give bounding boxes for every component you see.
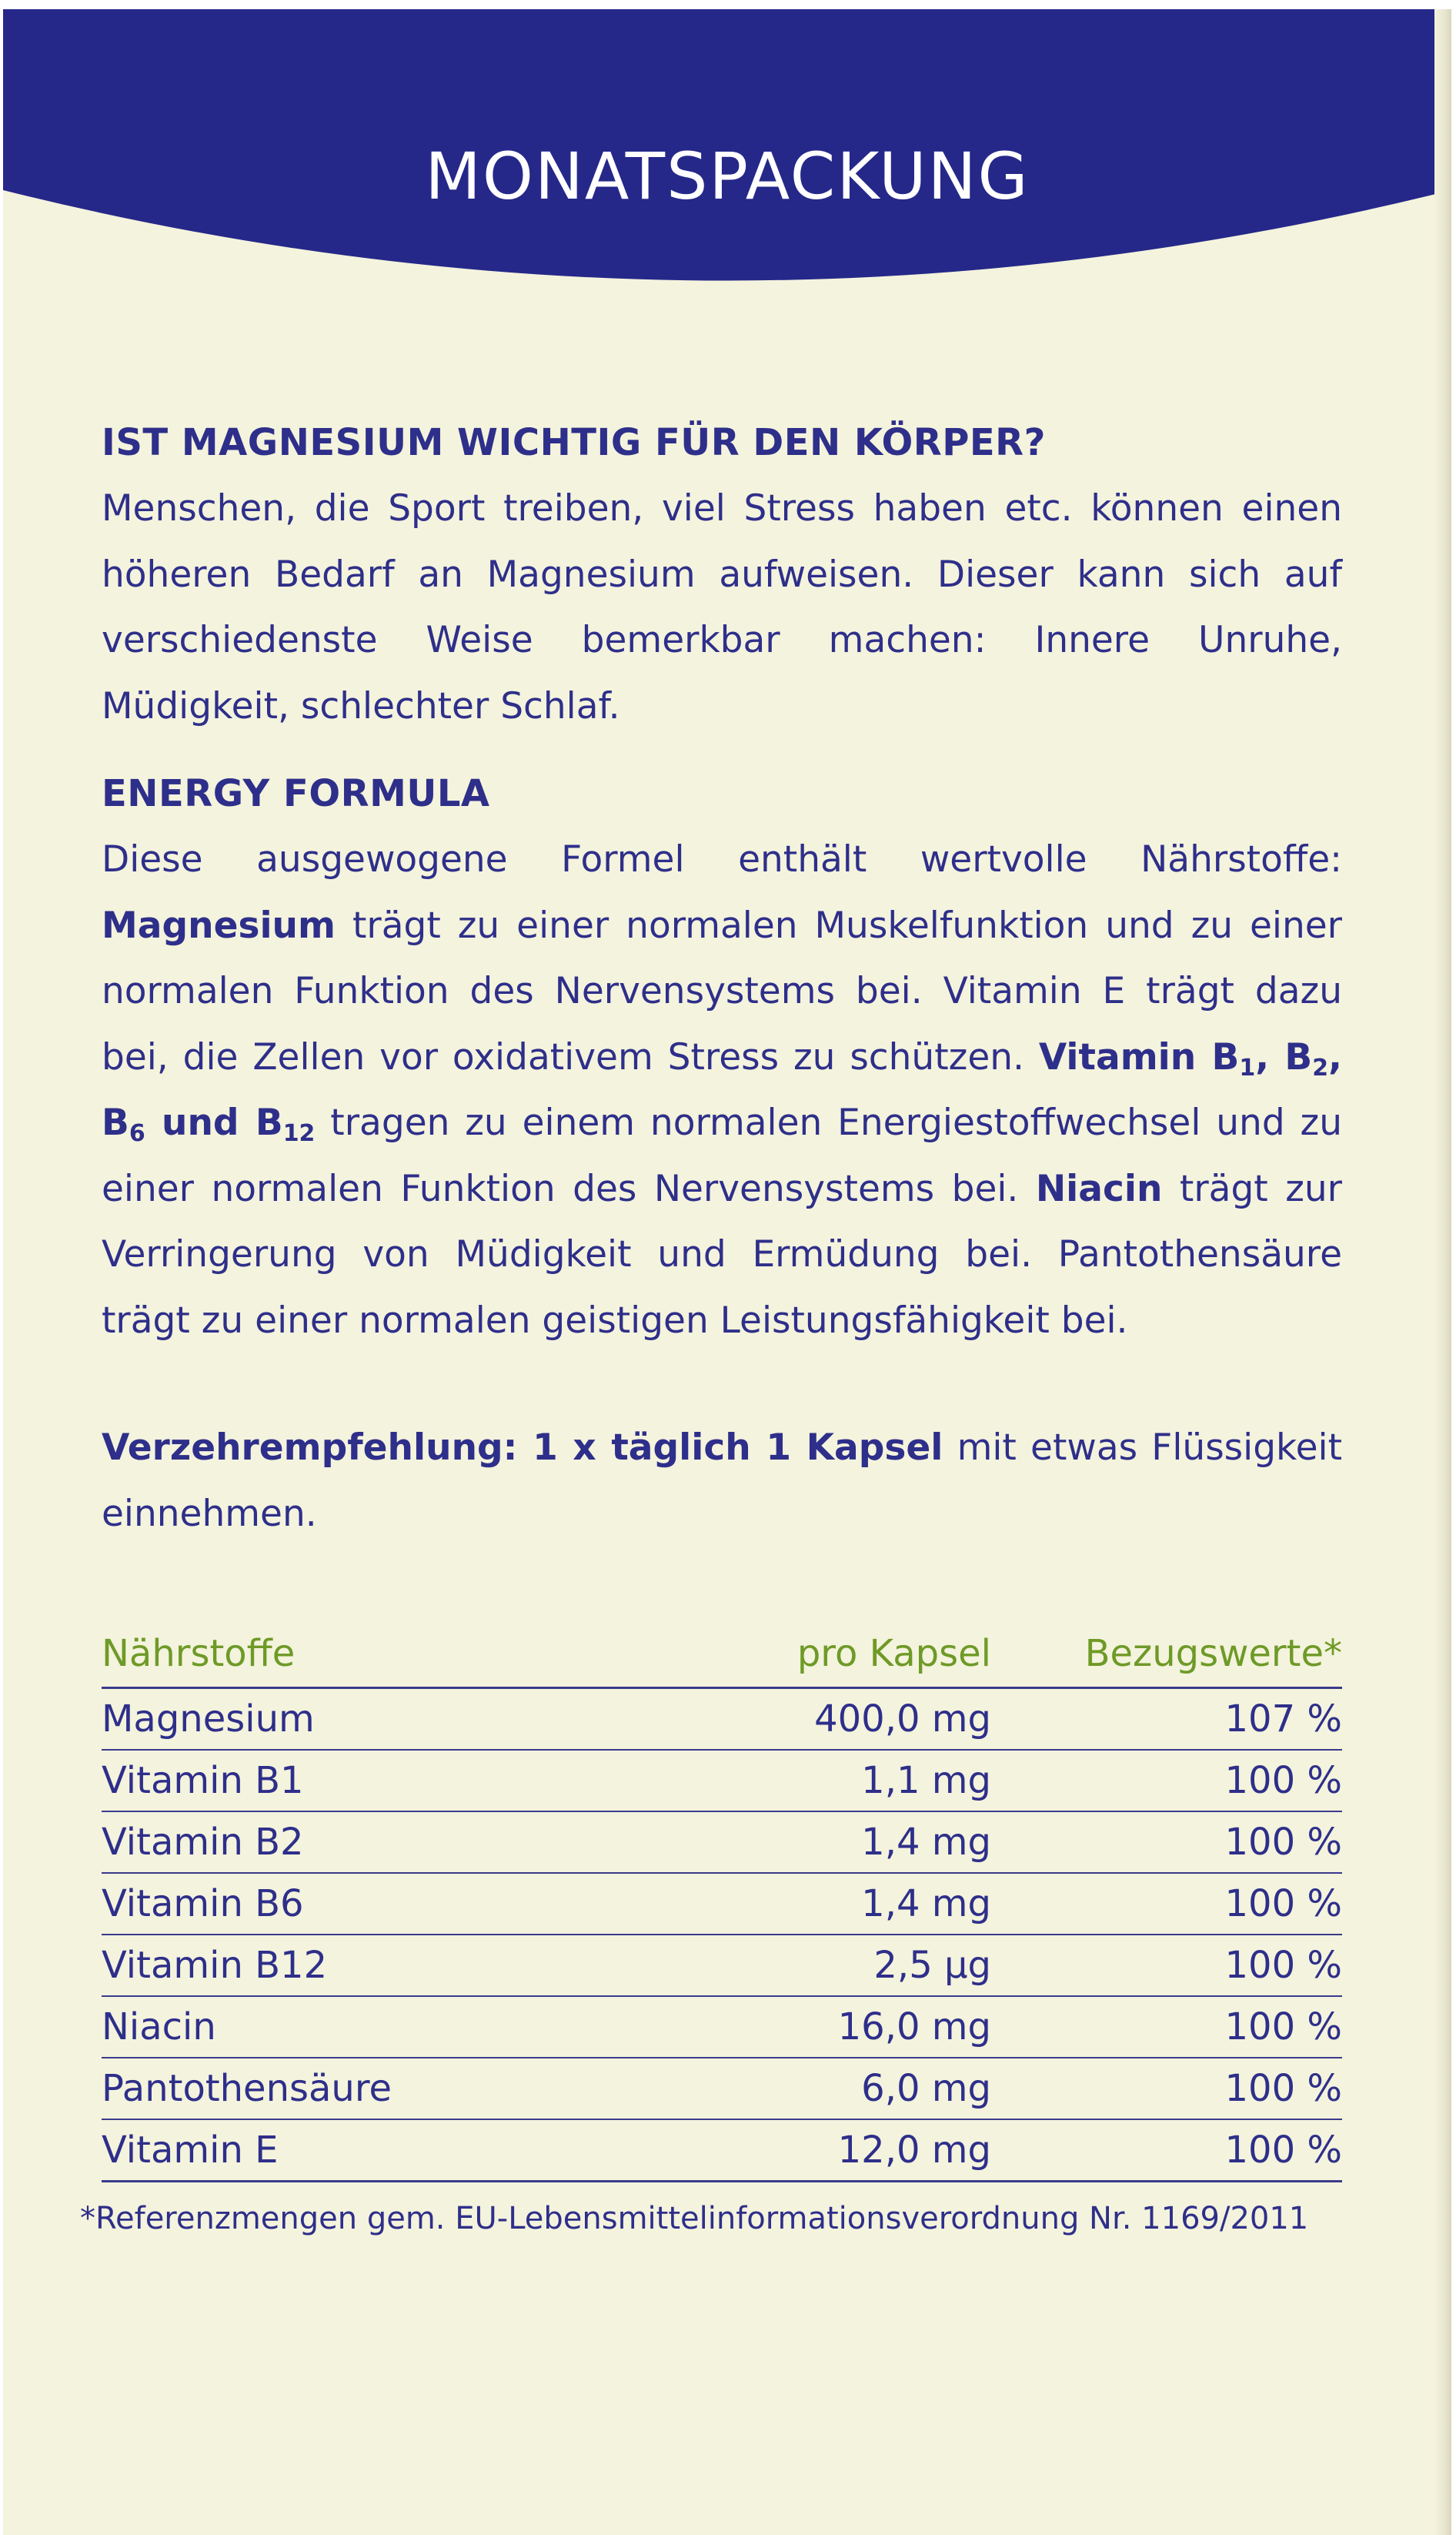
nutrient-reference: 100 % — [1224, 1759, 1342, 1802]
nutrient-name: Vitamin B1 — [102, 1759, 304, 1802]
table-row — [102, 1689, 1342, 1751]
nutrient-name: Vitamin B6 — [102, 1882, 304, 1925]
reference-footnote: *Referenzmengen gem. EU-Lebensmittelinformationsverordnung Nr. 1169/2011 — [80, 2201, 1309, 2236]
table-row — [102, 1751, 1342, 1812]
nutrient-reference: 100 % — [1224, 1944, 1342, 1987]
nutrient-amount: 2,5 µg — [873, 1944, 991, 1987]
nutrient-amount: 1,4 mg — [861, 1821, 991, 1864]
header-nutrients: Nährstoffe — [102, 1632, 296, 1675]
package-panel — [3, 9, 1451, 2535]
magnesium-bold: Magnesium — [102, 904, 336, 947]
nutrient-name: Vitamin B12 — [102, 1944, 328, 1987]
nutrient-name: Vitamin B2 — [102, 1821, 304, 1864]
niacin-bold: Niacin — [1035, 1167, 1163, 1210]
table-row — [102, 2058, 1342, 2120]
magnesium-paragraph: Menschen, die Sport treiben, viel Stress haben etc. können einen höheren Bedarf an Magnesium aufweisen. Dieser kann sich auf verschiedenste Weise bemerkbar machen: Innere Unruhe, Müdigkeit, schlechter Schlaf. — [102, 487, 1342, 727]
nutrient-name: Pantothensäure — [102, 2067, 392, 2110]
nutrient-name: Niacin — [102, 2005, 216, 2048]
intro-text: Diese ausgewogene Formel enthält wertvolle Nährstoffe: — [102, 838, 1342, 881]
energy-paragraph — [102, 827, 1342, 1353]
top-banner — [3, 9, 1451, 321]
box-edge-shadow — [1434, 9, 1451, 2535]
dosage-bold: Verzehrempfehlung: 1 x täglich 1 Kapsel — [102, 1426, 943, 1469]
nutrient-amount: 12,0 mg — [837, 2129, 991, 2172]
nutrient-reference: 100 % — [1224, 2005, 1342, 2048]
nutrient-reference: 100 % — [1224, 1882, 1342, 1925]
header-per-capsule: pro Kapsel — [796, 1632, 991, 1675]
nutrient-reference: 100 % — [1224, 1821, 1342, 1864]
niacin-text: trägt zur Verringerung von Müdigkeit und Ermüdung bei. Pantothensäure trägt zu einer normalen geistigen Leistungsfähigkeit bei. — [102, 1167, 1342, 1342]
nutrient-reference: 100 % — [1224, 2129, 1342, 2172]
magnesium-text: trägt zu einer normalen Muskelfunktion und zu einer normalen Funktion des Nervensystems bei. Vitamin E trägt dazu bei, die Zellen vor oxidativem Stress zu schützen. — [102, 904, 1342, 1079]
section-heading-magnesium: IST MAGNESIUM WICHTIG FÜR DEN KÖRPER? — [102, 421, 1046, 464]
nutrient-name: Magnesium — [102, 1697, 315, 1741]
dosage-text: mit etwas Flüssigkeit einnehmen. — [102, 1426, 1342, 1535]
table-row — [102, 2120, 1342, 2182]
table-row — [102, 1874, 1342, 1935]
table-row — [102, 1997, 1342, 2058]
nutrient-reference: 107 % — [1224, 1697, 1342, 1741]
header-reference: Bezugswerte* — [1084, 1632, 1342, 1675]
nutrient-amount: 6,0 mg — [861, 2067, 991, 2110]
table-row — [102, 1812, 1342, 1874]
table-header — [102, 1620, 1342, 1689]
nutrition-table — [102, 1620, 1342, 2182]
nutrient-amount: 16,0 mg — [837, 2005, 991, 2048]
table-row — [102, 1935, 1342, 1997]
nutrient-name: Vitamin E — [102, 2129, 279, 2172]
nutrient-reference: 100 % — [1224, 2067, 1342, 2110]
content — [80, 410, 1342, 2236]
nutrient-amount: 1,1 mg — [861, 1759, 991, 1802]
section-heading-energy: ENERGY FORMULA — [102, 772, 490, 815]
nutrient-amount: 400,0 mg — [814, 1697, 991, 1741]
nutrient-amount: 1,4 mg — [861, 1882, 991, 1925]
vitamin-b-text: tragen zu einem normalen Energiestoffwechsel und zu einer normalen Funktion des Nervensystems bei. — [102, 1102, 1342, 1210]
banner-title: MONATSPACKUNG — [425, 139, 1030, 214]
dosage-recommendation — [102, 1415, 1342, 1547]
vitamin-b-bold: Vitamin $B_1$, $B_2$, $B_6$ und $B_{12}$ — [102, 1035, 1342, 1147]
